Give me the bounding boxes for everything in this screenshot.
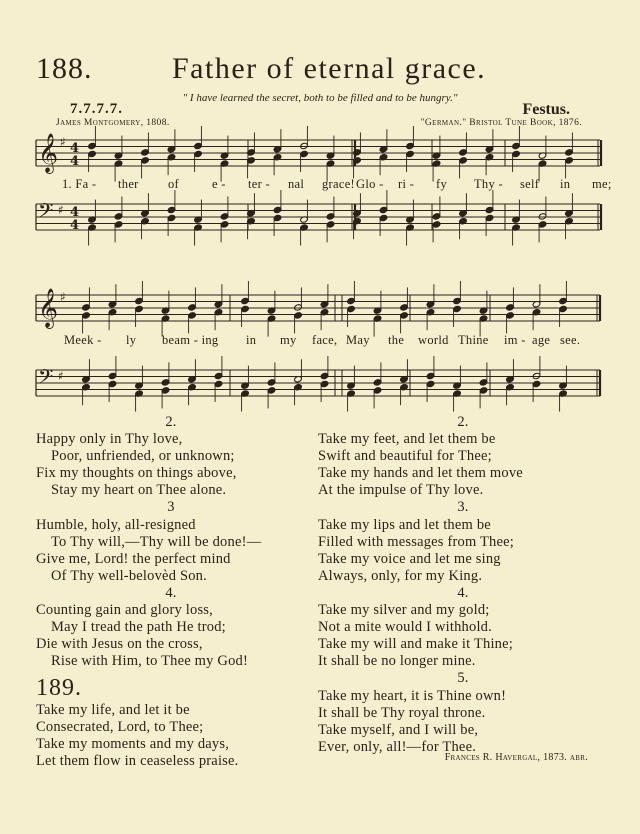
lyric-syllable: May (346, 333, 370, 347)
hymn-number: 188. (36, 52, 93, 85)
lyric-syllable: see. (560, 333, 581, 347)
lyric-syllable: of (168, 177, 180, 191)
lyrics-line-2 (0, 333, 640, 351)
meter: 7.7.7.7. (70, 101, 123, 117)
hymn-189-number: 189. (36, 675, 82, 701)
verse-line: Take my heart, it is Thine own! (318, 687, 507, 704)
tune-source: "German." Bristol Tune Book, 1876. (420, 118, 582, 128)
lyric-syllable: ri - (398, 177, 415, 191)
verse-number: 5. (457, 670, 469, 687)
lyric-syllable: fy (436, 177, 448, 191)
lyric-syllable: face, (312, 333, 338, 347)
lyric-syllable: Thy - (474, 177, 503, 191)
verse-line: Ever, only, all!—for Thee. (318, 738, 477, 755)
lyric-syllable: Thine (458, 333, 489, 347)
verse-line: Take my will and make it Thine; (318, 636, 513, 653)
lyric-syllable: age (532, 333, 551, 347)
verse-line: Swift and beautiful for Thee; (318, 448, 492, 465)
verse-line: Happy only in Thy love, (36, 431, 183, 448)
lyric-syllable: in (560, 177, 571, 191)
lyric-syllable: Meek - (64, 333, 102, 347)
lyric-syllable: grace! (322, 177, 356, 191)
epigraph: " I have learned the secret, both to be filled and to be hungry." (182, 92, 458, 104)
verse-line: Take my lips and let them be (318, 516, 491, 533)
lyric-syllable: im - (504, 333, 526, 347)
hymn-188-verses (36, 414, 306, 670)
hymn-189-verses (318, 414, 608, 756)
bass-clef-icon: 𝄢 (38, 199, 54, 227)
lyric-syllable: e - (212, 177, 226, 191)
verse-line: Counting gain and glory loss, (36, 602, 213, 619)
verse-line: At the impulse of Thy love. (318, 482, 484, 499)
lyric-syllable: ly (126, 333, 137, 347)
sharp-icon: ♯ (58, 369, 64, 383)
verse-line: Poor, unfriended, or unknown; (51, 448, 235, 465)
verse-line: Always, only, for my King. (318, 567, 483, 584)
verse-number: 3 (167, 499, 175, 516)
tune-name: Festus. (522, 101, 570, 118)
lyric-syllable: self (520, 177, 540, 191)
verse-number: 2. (457, 414, 469, 430)
verse-number: 4. (165, 584, 177, 601)
lyrics-line-1 (0, 177, 640, 195)
lyric-syllable: nal (288, 177, 305, 191)
verse-line: Let them flow in ceaseless praise. (36, 753, 239, 770)
verse-line: Give me, Lord! the perfect mind (36, 550, 231, 567)
verse-line: It shall be no longer mine. (318, 653, 476, 670)
verse-line: It shall be Thy royal throne. (318, 704, 486, 721)
time-signature: 4 (70, 154, 80, 169)
lyric-syllable: ther (118, 177, 139, 191)
verse-line: Take myself, and I will be, (318, 721, 479, 738)
treble-clef-icon: 𝄞 (38, 288, 59, 328)
verse-line: Not a mite would I withhold. (318, 619, 492, 636)
verse-line: Consecrated, Lord, to Thee; (36, 719, 204, 736)
verse-number: 4. (457, 584, 469, 601)
verse-line: Take my silver and my gold; (318, 602, 490, 619)
verse-line: Filled with messages from Thee; (318, 533, 515, 550)
verse-number: 3. (457, 499, 469, 516)
verse-line: Take my moments and my days, (36, 736, 230, 753)
time-signature: 4 (70, 141, 80, 156)
verse-line: Take my feet, and let them be (318, 431, 496, 448)
sharp-icon: ♯ (58, 203, 64, 217)
verse-line: Fix my thoughts on things above, (36, 465, 237, 482)
bass-clef-icon: 𝄢 (38, 365, 54, 393)
verse-line: Take my hands and let them move (318, 465, 523, 482)
lyric-syllable: beam - ing (162, 333, 219, 347)
lyric-syllable: world (418, 333, 449, 347)
verse-line: Take my voice and let me sing (318, 550, 501, 567)
time-signature: 4 (70, 218, 80, 233)
lyric-syllable: Glo - (356, 177, 384, 191)
hymn-189 (36, 674, 306, 770)
lyric-syllable: 1. Fa - (62, 177, 97, 191)
hymn-title: Father of eternal grace. (172, 52, 487, 85)
verse-line: Stay my heart on Thee alone. (51, 482, 227, 499)
time-signature: 4 (70, 205, 80, 220)
lyric-syllable: the (388, 333, 405, 347)
verse-line: May I tread the path He trod; (51, 619, 226, 636)
lyric-syllable: ter - (248, 177, 270, 191)
verse-line: Die with Jesus on the cross, (36, 636, 203, 653)
sharp-icon: ♯ (60, 290, 66, 304)
lyric-syllable: in (246, 333, 257, 347)
lyric-syllable: me; (592, 177, 612, 191)
verse-line: Humble, holy, all-resigned (36, 516, 196, 533)
verse-line: To Thy will,—Thy will be done!— (51, 533, 262, 550)
author-signature: Frances R. Havergal, 1873. abr. (444, 752, 588, 763)
verse-line: Of Thy well-belovèd Son. (51, 567, 207, 584)
sharp-icon: ♯ (60, 135, 66, 149)
verse-line: Take my life, and let it be (36, 702, 190, 718)
author-credit: James Montgomery, 1808. (56, 118, 170, 128)
verse-number: 2. (165, 414, 177, 430)
lyric-syllable: my (280, 333, 297, 347)
verse-line: Rise with Him, to Thee my God! (51, 653, 249, 670)
treble-clef-icon: 𝄞 (38, 133, 59, 173)
